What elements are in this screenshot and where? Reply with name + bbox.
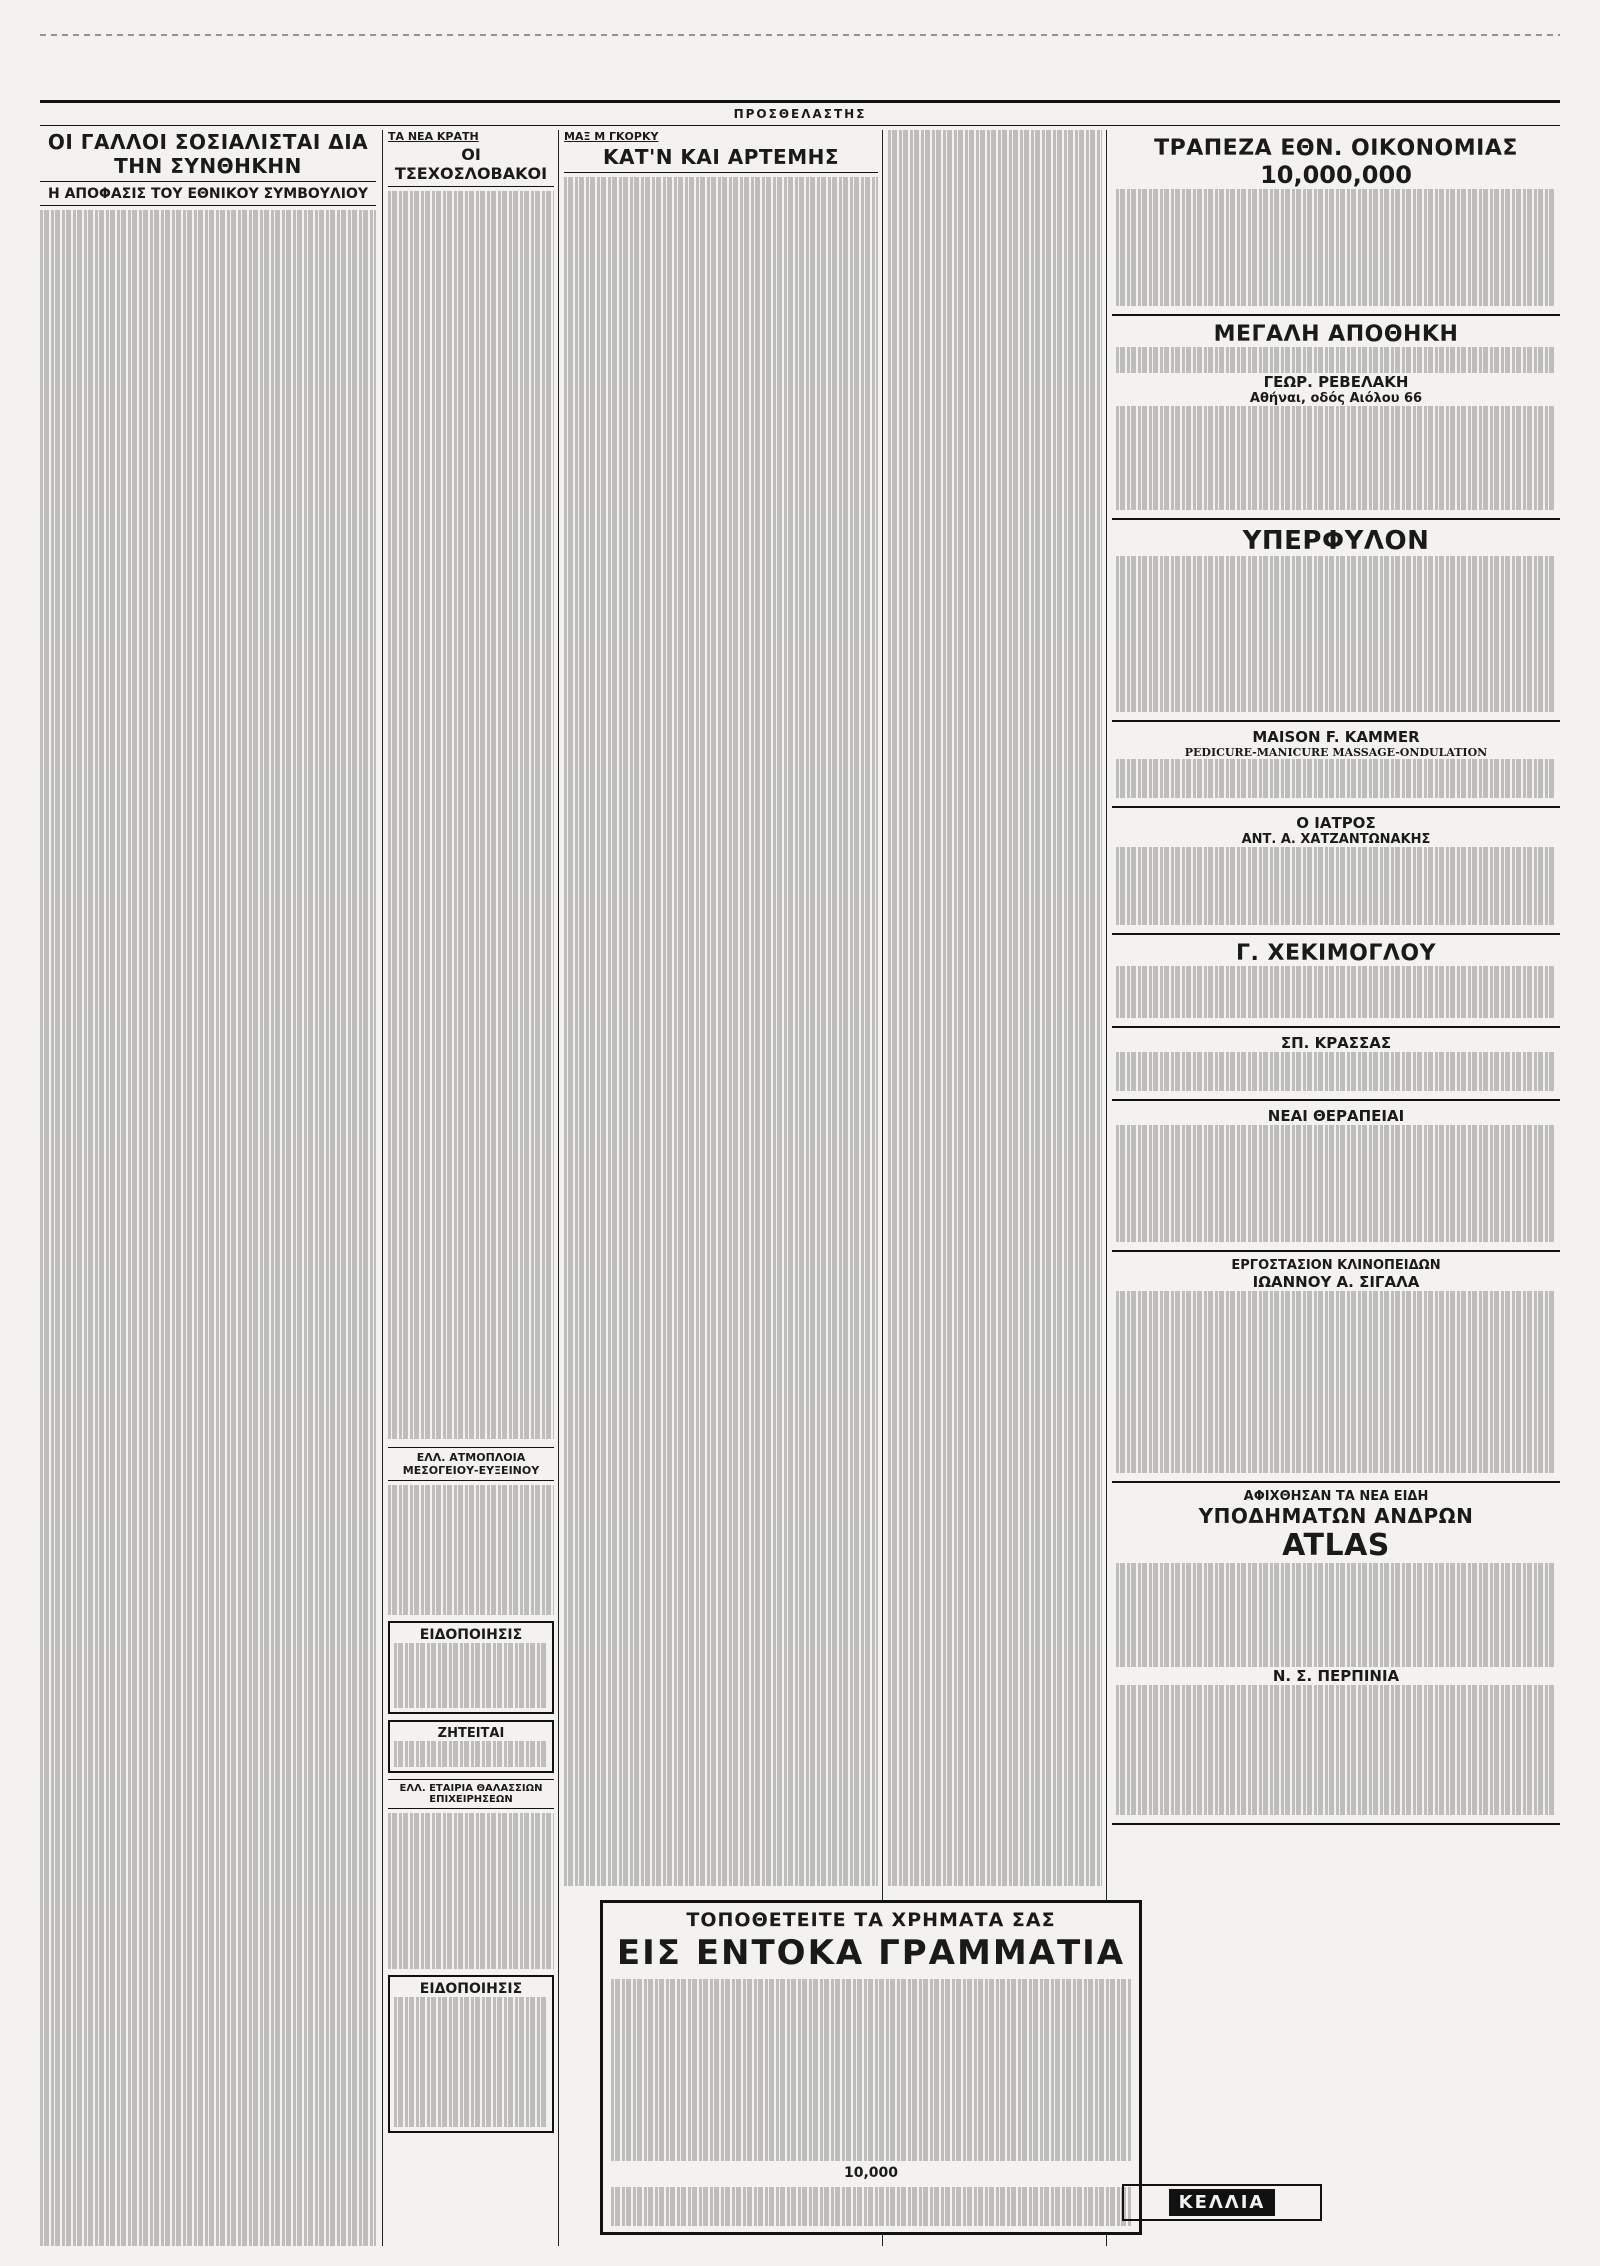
shipping-heading: ΕΛΛ. ΕΤΑΙΡΙΑ ΘΑΛΑΣΣΙΩΝ ΕΠΙΧΕΙΡΗΣΕΩΝ: [388, 1779, 554, 1809]
ad-therapies: [1112, 1101, 1560, 1252]
shipping-notice: [388, 1813, 554, 1969]
ad-doctor: [1112, 808, 1560, 935]
notice-heading: ΕΙΔΟΠΟΙΗΣΙΣ: [419, 1981, 523, 1997]
ad-hyperfylon: [1112, 520, 1560, 722]
treasury-bills-banner: [600, 1900, 1142, 2235]
article-body: [40, 210, 376, 2246]
small-ad-label: ΚΕΛΛΙΑ: [1169, 2189, 1276, 2216]
ad-shoes: [1112, 1483, 1560, 1825]
ad-name: ΙΩΑΝΝΟΥ Α. ΣΙΓΑΛΑ: [1252, 1273, 1420, 1291]
ad-amount: 10,000,000: [1260, 161, 1412, 189]
ad-bank: [1112, 130, 1560, 316]
banner-line-2: ΕΙΣ ΕΝΤΟΚΑ ΓΡΑΜΜΑΤΙΑ: [616, 1933, 1126, 1973]
notice-box: [388, 1621, 554, 1714]
ad-name: Ν. Σ. ΠΕΡΠΙΝΙΑ: [1272, 1667, 1400, 1685]
company-notice: [388, 1485, 554, 1615]
column-4: [888, 130, 1102, 1886]
banner-amount: 10,000: [843, 2165, 899, 2181]
ad-brand: ATLAS: [1282, 1528, 1390, 1563]
article-body: [388, 191, 554, 1439]
column-3: [564, 130, 878, 1886]
column-1: [40, 130, 376, 2246]
ad-subtitle: ΥΠΟΔΗΜΑΤΩΝ ΑΝΔΡΩΝ: [1198, 1504, 1474, 1528]
ad-title: ΥΠΕΡΦΥΛΟΝ: [1242, 526, 1430, 556]
article-headline: ΟΙ ΓΑΛΛΟΙ ΣΟΣΙΑΛΙΣΤΑΙ ΔΙΑ ΤΗΝ ΣΥΝΘΗΚΗΝ: [40, 130, 376, 182]
ad-title: ΜΕΓΑΛΗ ΑΠΟΘΗΚΗ: [1213, 322, 1459, 347]
notice-heading: ΕΙΔΟΠΟΙΗΣΙΣ: [419, 1627, 523, 1643]
ad-title: ΤΡΑΠΕΖΑ ΕΘΝ. ΟΙΚΟΝΟΜΙΑΣ: [1154, 136, 1518, 161]
newspaper-page: [40, 20, 1560, 2246]
article-body: [564, 177, 878, 1886]
section-tag: ΤΑ ΝΕΑ ΚΡΑΤΗ: [388, 130, 479, 143]
article-body: [888, 130, 1102, 1886]
ad-person: ΓΕΩΡ. ΡΕΒΕΛΑΚΗ: [1263, 373, 1409, 391]
top-rule: [40, 34, 1560, 36]
ads-column: [1112, 130, 1560, 2246]
article-subhead: Η ΑΠΟΦΑΣΙΣ ΤΟΥ ΕΘΝΙΚΟΥ ΣΥΜΒΟΥΛΙΟΥ: [40, 186, 376, 206]
ad-factory: [1112, 1252, 1560, 1483]
ad-name: ΑΝΤ. Α. ΧΑΤΖΑΝΤΩΝΑΚΗΣ: [1241, 832, 1431, 847]
ad-maison: [1112, 722, 1560, 808]
ad-title: MAISON F. KAMMER: [1252, 728, 1420, 746]
ad-warehouse: [1112, 316, 1560, 520]
ad-title: Γ. ΧΕΚΙΜΟΓΛΟΥ: [1235, 941, 1437, 966]
banner-line-1: ΤΟΠΟΘΕΤΕΙΤΕ ΤΑ ΧΡΗΜΑΤΑ ΣΑΣ: [686, 1909, 1056, 1931]
column-rule: [382, 130, 383, 2246]
column-2: [388, 130, 554, 2246]
ad-address: Αθήναι, οδός Αιόλου 66: [1249, 391, 1423, 406]
company-heading: ΕΛΛ. ΑΤΜΟΠΛΟΙΑ ΜΕΣΟΓΕΙΟΥ-ΕΥΞΕΙΝΟΥ: [388, 1447, 554, 1481]
ad-hekimoglou: [1112, 935, 1560, 1028]
notice-box: [388, 1975, 554, 2133]
ad-title: Ο ΙΑΤΡΟΣ: [1296, 814, 1376, 832]
ad-title: ΣΠ. ΚΡΑΣΣΑΣ: [1280, 1034, 1392, 1052]
column-rule: [558, 130, 559, 2246]
ad-title: ΕΡΓΟΣΤΑΣΙΟΝ ΚΛΙΝΟΠΕΙΔΩΝ: [1231, 1258, 1441, 1273]
ad-krassas: [1112, 1028, 1560, 1101]
ad-title: ΝΕΑΙ ΘΕΡΑΠΕΙΑΙ: [1267, 1107, 1405, 1125]
article-headline: ΟΙ ΤΣΕΧΟΣΛΟΒΑΚΟΙ: [388, 145, 554, 187]
wanted-box: [388, 1720, 554, 1773]
ad-subtitle: PEDICURE-MANICURE MASSAGE-ONDULATION: [1184, 746, 1488, 759]
masthead-title: ΠΡΟΣΘΕΛΑΣΤΗΣ: [733, 107, 867, 121]
article-headline: ΚΑΤ'Ν ΚΑΙ ΑΡΤΕΜΗΣ: [564, 145, 878, 173]
wanted-heading: ΖΗΤΕΙΤΑΙ: [437, 1726, 505, 1741]
section-tag: ΜΑΞ Μ ΓΚΟΡΚΥ: [564, 130, 659, 143]
masthead: [40, 100, 1560, 126]
ad-title: ΑΦΙΧΘΗΣΑΝ ΤΑ ΝΕΑ ΕΙΔΗ: [1243, 1489, 1429, 1504]
